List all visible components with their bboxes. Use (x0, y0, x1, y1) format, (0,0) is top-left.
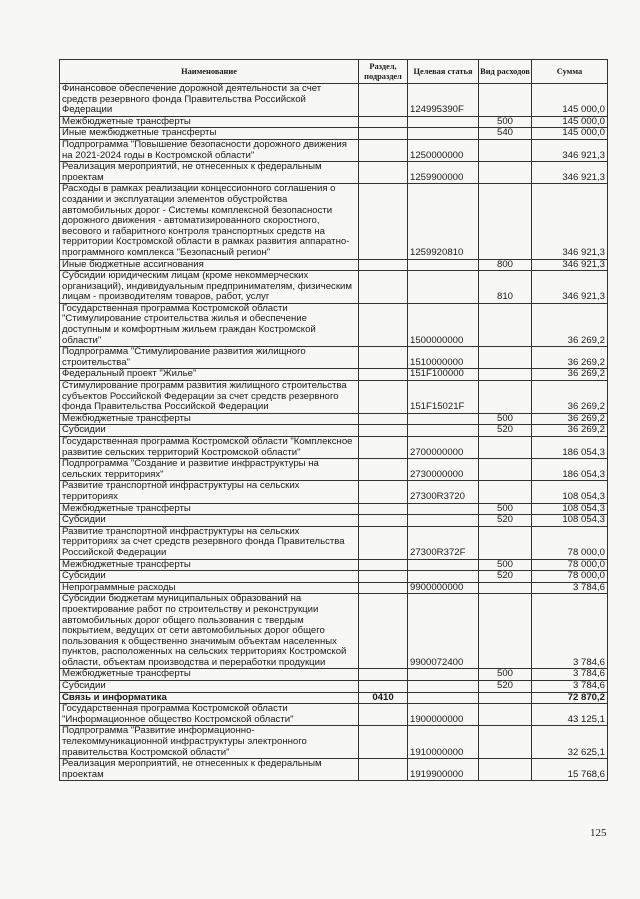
cell-kind: 500 (479, 116, 532, 128)
cell-sum: 186 054,3 (532, 459, 608, 481)
cell-target (408, 259, 479, 271)
budget-table (59, 59, 608, 781)
cell-section (359, 481, 408, 503)
cell-sum: 346 921,3 (532, 259, 608, 271)
cell-name: Субсидии (60, 571, 359, 583)
table-row (60, 184, 608, 259)
table-row (60, 669, 608, 681)
cell-sum: 145 000,0 (532, 116, 608, 128)
cell-section (359, 162, 408, 184)
cell-target (408, 669, 479, 681)
cell-sum: 15 768,6 (532, 759, 608, 781)
cell-name: Государственная программа Костромской области "Информационное общество Костромской области" (60, 704, 359, 726)
cell-kind (479, 692, 532, 704)
cell-sum: 3 784,6 (532, 594, 608, 669)
cell-sum: 145 000,0 (532, 84, 608, 117)
cell-sum: 108 054,3 (532, 481, 608, 503)
table-row (60, 759, 608, 781)
cell-name: Подпрограмма "Развитие информационно-телекоммуникационной инфраструктуры электронного правительства Костромской области" (60, 726, 359, 759)
table-row (60, 594, 608, 669)
cell-name: Межбюджетные трансферты (60, 413, 359, 425)
cell-sum: 78 000,0 (532, 571, 608, 583)
cell-name: Государственная программа Костромской области "Комплексное развитие сельских территорий Костромской области" (60, 437, 359, 459)
cell-section (359, 128, 408, 140)
table-header-row (60, 60, 608, 84)
cell-target: 27300R3720 (408, 481, 479, 503)
cell-kind: 520 (479, 681, 532, 693)
cell-sum: 3 784,6 (532, 669, 608, 681)
cell-section (359, 139, 408, 161)
cell-kind: 500 (479, 669, 532, 681)
cell-sum: 32 625,1 (532, 726, 608, 759)
table-row (60, 692, 608, 704)
cell-section (359, 116, 408, 128)
cell-target (408, 128, 479, 140)
cell-name: Субсидии бюджетам муниципальных образований на проектирование работ по строительству и реконструкции автомобильных дорог общего пользования с твердым покрытием, ведущих от сети автомобильных дорог общего пользования к общественно значимым объектам населенных пунктов, расположенных на сельских территориях Костромской области, объектам производства и переработки продукции (60, 594, 359, 669)
cell-section (359, 184, 408, 259)
table-row (60, 84, 608, 117)
cell-section (359, 515, 408, 527)
cell-section (359, 759, 408, 781)
cell-target: 1500000000 (408, 303, 479, 346)
table-row (60, 437, 608, 459)
cell-section (359, 681, 408, 693)
cell-section (359, 571, 408, 583)
cell-kind (479, 704, 532, 726)
cell-name: Финансовое обеспечение дорожной деятельности за счет средств резервного фонда Правительства Российской Федерации (60, 84, 359, 117)
cell-name: Непрограммные расходы (60, 582, 359, 594)
cell-sum: 36 269,2 (532, 369, 608, 381)
table-row (60, 139, 608, 161)
cell-name: Субсидии (60, 681, 359, 693)
cell-kind (479, 84, 532, 117)
cell-name: Федеральный проект "Жилье" (60, 369, 359, 381)
cell-kind (479, 594, 532, 669)
cell-kind (479, 162, 532, 184)
cell-target: 1259920810 (408, 184, 479, 259)
cell-kind: 520 (479, 515, 532, 527)
cell-section (359, 594, 408, 669)
cell-target (408, 503, 479, 515)
table-row (60, 369, 608, 381)
cell-name: Расходы в рамках реализации концессионного соглашения о создании и эксплуатации элементов обустройства автомобильных дорог - Системы комплексной безопасности дорожного движения - автоматизированного скоростного, весового и габаритного контроля транспортных средств на территории Костромской области в рамках развития аппаратно-программного комплекса "Безопасный регион" (60, 184, 359, 259)
cell-kind: 500 (479, 503, 532, 515)
cell-target: 9900072400 (408, 594, 479, 669)
cell-target: 1900000000 (408, 704, 479, 726)
cell-section (359, 259, 408, 271)
table-row (60, 425, 608, 437)
table-row (60, 459, 608, 481)
table-row (60, 413, 608, 425)
cell-sum: 108 054,3 (532, 503, 608, 515)
cell-target: 151F15021F (408, 381, 479, 414)
cell-kind (479, 459, 532, 481)
cell-name: Подпрограмма "Создание и развитие инфраструктуры на сельских территориях" (60, 459, 359, 481)
table-row (60, 481, 608, 503)
page-number: 125 (590, 827, 607, 839)
cell-target: 2700000000 (408, 437, 479, 459)
cell-kind (479, 139, 532, 161)
table-row (60, 681, 608, 693)
cell-kind (479, 726, 532, 759)
cell-target (408, 116, 479, 128)
cell-kind (479, 184, 532, 259)
cell-kind (479, 481, 532, 503)
cell-target: 1919900000 (408, 759, 479, 781)
cell-sum: 36 269,2 (532, 347, 608, 369)
cell-section (359, 437, 408, 459)
cell-name: Субсидии (60, 515, 359, 527)
cell-name: Субсидии юридическим лицам (кроме некоммерческих организаций), индивидуальным предпринимателям, физическим лицам - производителям товаров, работ, услуг (60, 271, 359, 304)
cell-sum: 108 054,3 (532, 515, 608, 527)
cell-kind (479, 526, 532, 559)
cell-kind (479, 437, 532, 459)
cell-name: Иные межбюджетные трансферты (60, 128, 359, 140)
cell-target: 27300R372F (408, 526, 479, 559)
cell-kind: 500 (479, 413, 532, 425)
cell-name: Реализация мероприятий, не отнесенных к федеральным проектам (60, 759, 359, 781)
cell-sum: 3 784,6 (532, 681, 608, 693)
cell-target (408, 571, 479, 583)
cell-target (408, 413, 479, 425)
cell-sum: 36 269,2 (532, 425, 608, 437)
table-row (60, 259, 608, 271)
cell-kind: 500 (479, 559, 532, 571)
cell-kind: 800 (479, 259, 532, 271)
cell-sum: 36 269,2 (532, 303, 608, 346)
cell-kind (479, 369, 532, 381)
table-row (60, 726, 608, 759)
cell-section (359, 559, 408, 571)
table-body (60, 84, 608, 781)
cell-target: 9900000000 (408, 582, 479, 594)
cell-target (408, 559, 479, 571)
cell-target (408, 425, 479, 437)
table-row (60, 116, 608, 128)
cell-name: Субсидии (60, 425, 359, 437)
cell-section (359, 303, 408, 346)
cell-name: Межбюджетные трансферты (60, 559, 359, 571)
cell-sum: 72 870,2 (532, 692, 608, 704)
cell-sum: 78 000,0 (532, 526, 608, 559)
cell-kind (479, 381, 532, 414)
table-row (60, 559, 608, 571)
table-row (60, 162, 608, 184)
cell-section (359, 582, 408, 594)
cell-target: 124995390F (408, 84, 479, 117)
cell-sum: 78 000,0 (532, 559, 608, 571)
cell-section (359, 369, 408, 381)
cell-kind (479, 347, 532, 369)
cell-target: 1250000000 (408, 139, 479, 161)
cell-section (359, 413, 408, 425)
table-row (60, 128, 608, 140)
cell-kind (479, 582, 532, 594)
cell-sum: 3 784,6 (532, 582, 608, 594)
cell-section (359, 704, 408, 726)
cell-kind: 810 (479, 271, 532, 304)
cell-kind (479, 759, 532, 781)
col-header-name: Наименование (60, 60, 359, 84)
cell-section (359, 84, 408, 117)
cell-section: 0410 (359, 692, 408, 704)
cell-sum: 36 269,2 (532, 413, 608, 425)
cell-kind: 540 (479, 128, 532, 140)
cell-section (359, 347, 408, 369)
cell-name: Подпрограмма "Стимулирование развития жилищного строительства" (60, 347, 359, 369)
cell-sum: 346 921,3 (532, 162, 608, 184)
cell-section (359, 271, 408, 304)
col-header-section: Раздел, подраздел (359, 60, 408, 84)
cell-sum: 186 054,3 (532, 437, 608, 459)
cell-name: Стимулирование программ развития жилищного строительства субъектов Российской Федерации за счет средств резервного фонда Правительства Российской Федерации (60, 381, 359, 414)
table-row (60, 303, 608, 346)
cell-target: 1259900000 (408, 162, 479, 184)
cell-kind (479, 303, 532, 346)
cell-name: Подпрограмма "Повышение безопасности дорожного движения на 2021-2024 годы в Костромской области" (60, 139, 359, 161)
cell-name: Межбюджетные трансферты (60, 669, 359, 681)
cell-name: Государственная программа Костромской области "Стимулирование строительства жилья и обеспечение доступным и комфортным жильем граждан Костромской области" (60, 303, 359, 346)
cell-sum: 346 921,3 (532, 184, 608, 259)
cell-section (359, 425, 408, 437)
col-header-target: Целевая статья (408, 60, 479, 84)
cell-kind: 520 (479, 425, 532, 437)
cell-target: 2730000000 (408, 459, 479, 481)
cell-name: Реализация мероприятий, не отнесенных к федеральным проектам (60, 162, 359, 184)
table-row (60, 503, 608, 515)
cell-target: 1910000000 (408, 726, 479, 759)
cell-sum: 346 921,3 (532, 139, 608, 161)
cell-name: Межбюджетные трансферты (60, 503, 359, 515)
cell-name: Развитие транспортной инфраструктуры на сельских территориях за счет средств резервного фонда Правительства Российской Федерации (60, 526, 359, 559)
cell-section (359, 526, 408, 559)
cell-target: 1510000000 (408, 347, 479, 369)
cell-name: Межбюджетные трансферты (60, 116, 359, 128)
table-row (60, 271, 608, 304)
table-row (60, 582, 608, 594)
cell-target (408, 681, 479, 693)
table-row (60, 526, 608, 559)
cell-target (408, 692, 479, 704)
cell-sum: 36 269,2 (532, 381, 608, 414)
cell-section (359, 726, 408, 759)
cell-section (359, 503, 408, 515)
cell-sum: 145 000,0 (532, 128, 608, 140)
cell-sum: 346 921,3 (532, 271, 608, 304)
table-row (60, 515, 608, 527)
cell-name: Развитие транспортной инфраструктуры на сельских территориях (60, 481, 359, 503)
cell-sum: 43 125,1 (532, 704, 608, 726)
table-row (60, 571, 608, 583)
table-row (60, 704, 608, 726)
col-header-sum: Сумма (532, 60, 608, 84)
table-row (60, 381, 608, 414)
col-header-kind: Вид расходов (479, 60, 532, 84)
cell-section (359, 459, 408, 481)
cell-kind: 520 (479, 571, 532, 583)
cell-target (408, 515, 479, 527)
cell-section (359, 381, 408, 414)
cell-name: Связь и информатика (60, 692, 359, 704)
cell-target: 151F100000 (408, 369, 479, 381)
cell-target (408, 271, 479, 304)
table-row (60, 347, 608, 369)
cell-section (359, 669, 408, 681)
cell-name: Иные бюджетные ассигнования (60, 259, 359, 271)
